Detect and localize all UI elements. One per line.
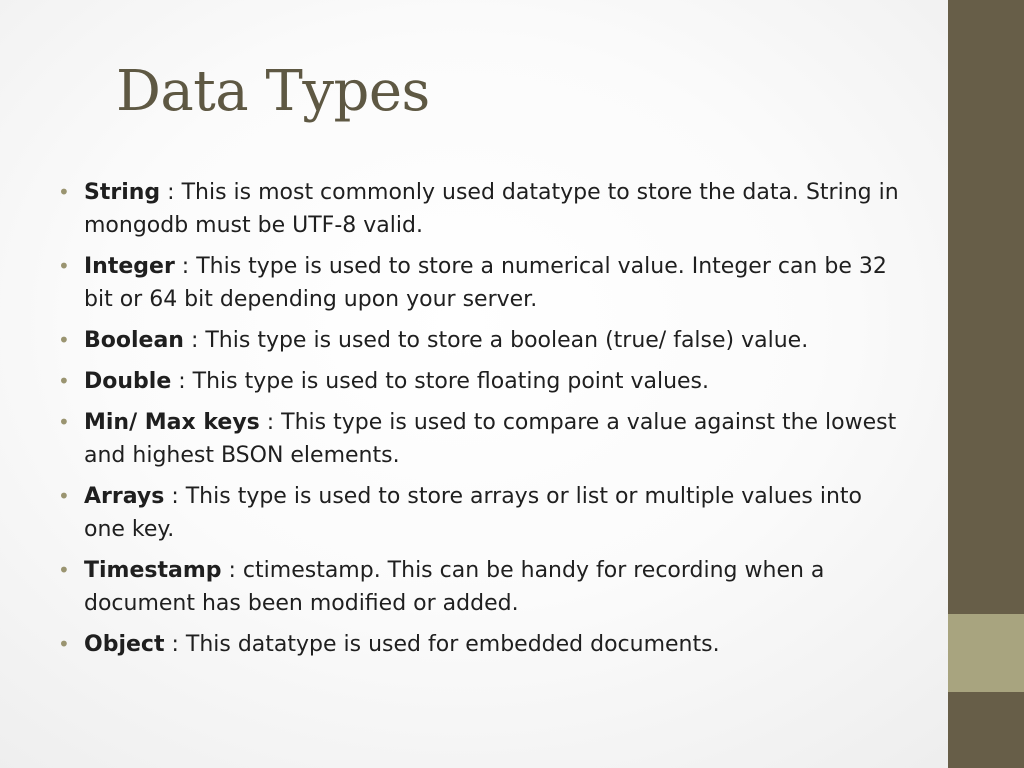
term-label: Boolean xyxy=(84,328,184,353)
term-label: String xyxy=(84,180,161,205)
slide-title: Data Types xyxy=(116,59,430,124)
bullet-icon: • xyxy=(58,328,70,352)
term-description: : This type is used to store arrays or list or multiple values into one key. xyxy=(84,484,862,542)
bullet-icon: • xyxy=(58,254,70,278)
sidebar-decoration-bottom xyxy=(948,692,1024,768)
sidebar-decoration-accent xyxy=(948,614,1024,692)
bullet-icon: • xyxy=(58,410,70,434)
bullet-icon: • xyxy=(58,558,70,582)
bullet-item-object xyxy=(58,628,908,661)
bullet-list xyxy=(58,176,908,669)
bullet-icon: • xyxy=(58,632,70,656)
bullet-item-min-max-keys xyxy=(58,406,908,472)
term-description: : This is most commonly used datatype to store the data. String in mongodb must be UTF-8 valid. xyxy=(84,180,899,238)
term-label: Arrays xyxy=(84,484,165,509)
term-description: : This type is used to store a numerical value. Integer can be 32 bit or 64 bit depending upon your server. xyxy=(84,254,887,312)
term-label: Integer xyxy=(84,254,175,279)
bullet-item-boolean xyxy=(58,324,908,357)
bullet-item-double xyxy=(58,365,908,398)
sidebar-decoration-top xyxy=(948,0,1024,614)
bullet-item-string xyxy=(58,176,908,242)
term-label: Min/ Max keys xyxy=(84,410,260,435)
bullet-icon: • xyxy=(58,369,70,393)
term-description: : This type is used to compare a value against the lowest and highest BSON elements. xyxy=(84,410,897,468)
term-description: : This type is used to store a boolean (true/ false) value. xyxy=(183,328,809,353)
term-label: Timestamp xyxy=(84,558,222,583)
term-description: : This datatype is used for embedded documents. xyxy=(164,632,720,657)
term-label: Double xyxy=(84,369,172,394)
bullet-icon: • xyxy=(58,180,70,204)
bullet-icon: • xyxy=(58,484,70,508)
bullet-item-arrays xyxy=(58,480,908,546)
term-label: Object xyxy=(84,632,165,657)
bullet-item-timestamp xyxy=(58,554,908,620)
term-description: : This type is used to store floating point values. xyxy=(171,369,710,394)
term-description: : ctimestamp. This can be handy for recording when a document has been modified or added. xyxy=(84,558,825,616)
bullet-item-integer xyxy=(58,250,908,316)
